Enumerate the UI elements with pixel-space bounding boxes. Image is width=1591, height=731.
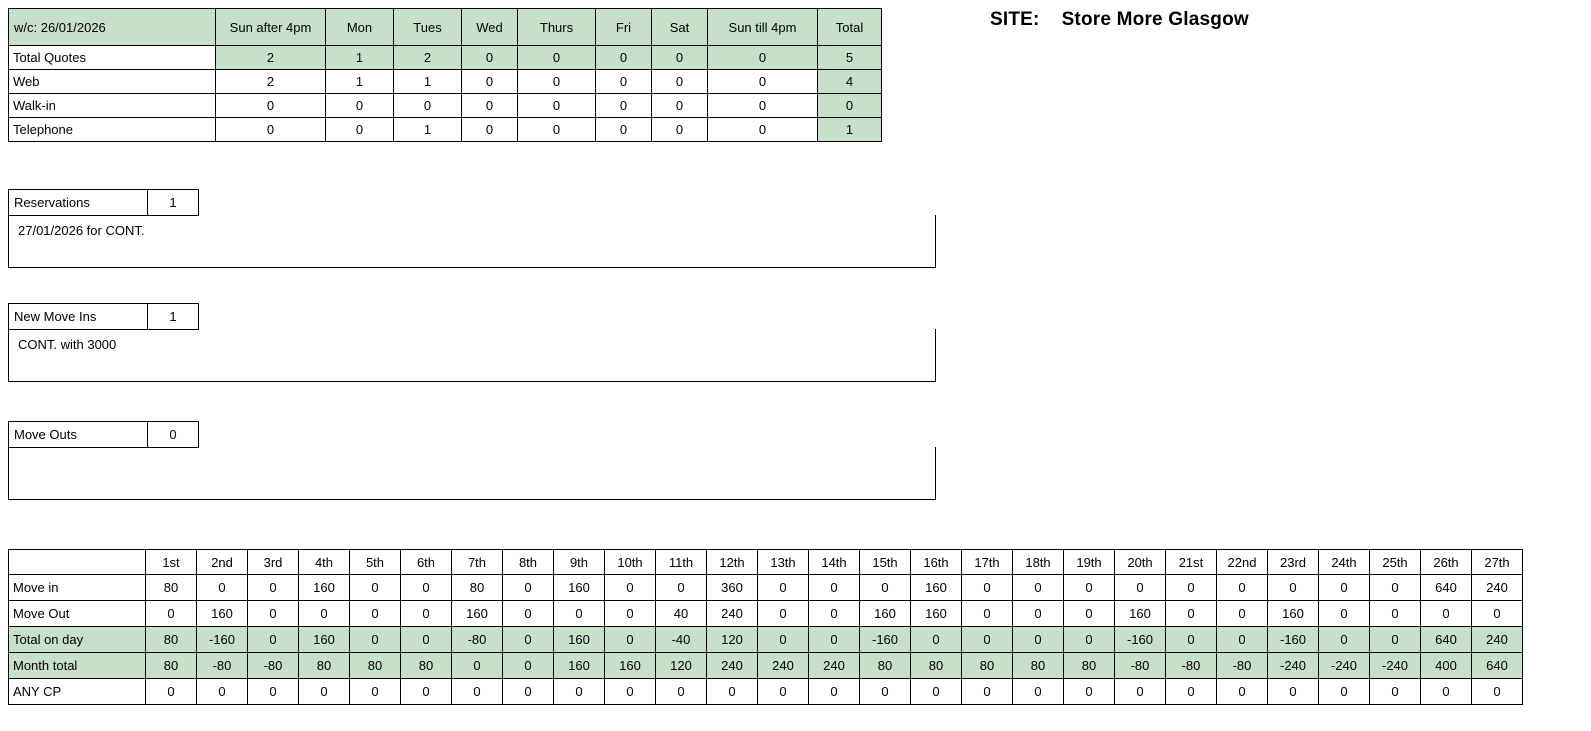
day-cell: 0 — [554, 601, 605, 627]
day-cell: 160 — [554, 627, 605, 653]
day-cell: 0 — [299, 601, 350, 627]
days-corner-cell — [9, 550, 146, 575]
day-cell: 0 — [1166, 679, 1217, 705]
day-column-header: 18th — [1013, 550, 1064, 575]
day-cell: 0 — [1064, 601, 1115, 627]
table-row — [9, 653, 1523, 679]
reservations-label: Reservations — [9, 190, 148, 216]
cell-total-quotes-sun-till: 0 — [708, 46, 818, 70]
day-cell: 160 — [554, 653, 605, 679]
day-cell: 0 — [503, 575, 554, 601]
day-cell: 0 — [605, 575, 656, 601]
day-cell: 240 — [1472, 575, 1523, 601]
day-cell: -240 — [1268, 653, 1319, 679]
cell-total-quotes-sun-after: 2 — [216, 46, 326, 70]
day-cell: 0 — [146, 601, 197, 627]
day-column-header: 19th — [1064, 550, 1115, 575]
reservations-detail: 27/01/2026 for CONT. — [8, 215, 936, 268]
cell-web-sat: 0 — [652, 70, 708, 94]
day-cell: -240 — [1319, 653, 1370, 679]
table-row — [9, 118, 882, 142]
cell-total-quotes-total: 5 — [818, 46, 882, 70]
day-cell: 0 — [197, 575, 248, 601]
day-cell: 80 — [1064, 653, 1115, 679]
day-column-header: 2nd — [197, 550, 248, 575]
day-cell: 80 — [146, 627, 197, 653]
day-cell: 0 — [1319, 679, 1370, 705]
day-cell: -80 — [248, 653, 299, 679]
day-cell: 80 — [350, 653, 401, 679]
day-cell: 0 — [401, 601, 452, 627]
table-row — [9, 190, 199, 216]
day-cell: 0 — [758, 601, 809, 627]
day-cell: 640 — [1472, 653, 1523, 679]
day-cell: 0 — [809, 679, 860, 705]
day-cell: 240 — [758, 653, 809, 679]
quotes-summary-block — [8, 8, 882, 142]
day-cell: 80 — [146, 575, 197, 601]
cell-telephone-wed: 0 — [462, 118, 518, 142]
day-column-header: 27th — [1472, 550, 1523, 575]
day-cell: 0 — [401, 627, 452, 653]
cell-web-total: 4 — [818, 70, 882, 94]
day-cell: 0 — [605, 601, 656, 627]
day-cell: 0 — [809, 575, 860, 601]
day-cell: 160 — [860, 601, 911, 627]
cell-walkin-sat: 0 — [652, 94, 708, 118]
day-cell: 0 — [1370, 575, 1421, 601]
day-cell: 160 — [911, 601, 962, 627]
table-row — [9, 304, 199, 330]
day-cell: 0 — [911, 679, 962, 705]
week-commencing-label: w/c: 26/01/2026 — [9, 9, 216, 46]
cell-web-wed: 0 — [462, 70, 518, 94]
day-cell: 0 — [605, 679, 656, 705]
day-cell: 0 — [1217, 627, 1268, 653]
day-cell: 0 — [860, 679, 911, 705]
cell-total-quotes-fri: 0 — [596, 46, 652, 70]
row-label-web: Web — [9, 70, 216, 94]
cell-walkin-sun-after: 0 — [216, 94, 326, 118]
day-cell: 0 — [656, 575, 707, 601]
day-cell: 240 — [1472, 627, 1523, 653]
quotes-table — [8, 8, 882, 142]
day-cell: 0 — [299, 679, 350, 705]
day-cell: 640 — [1421, 575, 1472, 601]
new-move-ins-detail: CONT. with 3000 — [8, 329, 936, 382]
cell-telephone-mon: 0 — [326, 118, 394, 142]
day-cell: 80 — [860, 653, 911, 679]
day-cell: 400 — [1421, 653, 1472, 679]
day-column-header: 23rd — [1268, 550, 1319, 575]
day-cell: 0 — [758, 679, 809, 705]
day-cell: 0 — [350, 601, 401, 627]
day-cell: 0 — [248, 601, 299, 627]
day-column-header: 15th — [860, 550, 911, 575]
cell-total-quotes-tues: 2 — [394, 46, 462, 70]
day-cell: 0 — [1013, 575, 1064, 601]
cell-telephone-sun-after: 0 — [216, 118, 326, 142]
table-row — [9, 679, 1523, 705]
cell-web-sun-after: 2 — [216, 70, 326, 94]
day-cell: -40 — [656, 627, 707, 653]
cell-telephone-thurs: 0 — [518, 118, 596, 142]
day-cell: 0 — [911, 627, 962, 653]
day-cell: 0 — [1370, 627, 1421, 653]
cell-walkin-tues: 0 — [394, 94, 462, 118]
day-row-label: Move in — [9, 575, 146, 601]
day-cell: 80 — [452, 575, 503, 601]
day-column-header: 12th — [707, 550, 758, 575]
day-column-header: 13th — [758, 550, 809, 575]
cell-total-quotes-thurs: 0 — [518, 46, 596, 70]
day-column-header: 4th — [299, 550, 350, 575]
day-cell: 0 — [1013, 627, 1064, 653]
day-cell: -80 — [1166, 653, 1217, 679]
day-cell: 0 — [656, 679, 707, 705]
move-outs-count: 0 — [148, 422, 199, 448]
cell-telephone-fri: 0 — [596, 118, 652, 142]
site-name: Store More Glasgow — [1061, 9, 1249, 30]
day-column-header: 10th — [605, 550, 656, 575]
day-cell: 80 — [146, 653, 197, 679]
cell-web-sun-till: 0 — [708, 70, 818, 94]
cell-walkin-total: 0 — [818, 94, 882, 118]
cell-total-quotes-wed: 0 — [462, 46, 518, 70]
day-cell: 0 — [962, 679, 1013, 705]
day-cell: 0 — [503, 653, 554, 679]
new-move-ins-label: New Move Ins — [9, 304, 148, 330]
cell-walkin-mon: 0 — [326, 94, 394, 118]
day-cell: 40 — [656, 601, 707, 627]
day-cell: 160 — [452, 601, 503, 627]
day-cell: -80 — [452, 627, 503, 653]
day-cell: -80 — [197, 653, 248, 679]
day-cell: 0 — [248, 679, 299, 705]
cell-telephone-tues: 1 — [394, 118, 462, 142]
day-cell: 160 — [197, 601, 248, 627]
table-row — [9, 70, 882, 94]
day-column-header: 16th — [911, 550, 962, 575]
site-key-label: SITE: — [990, 9, 1040, 30]
day-cell: 0 — [503, 601, 554, 627]
day-cell: 80 — [1013, 653, 1064, 679]
day-cell: 0 — [1115, 575, 1166, 601]
reservations-header-table — [8, 189, 199, 216]
cell-total-quotes-mon: 1 — [326, 46, 394, 70]
day-cell: 160 — [1268, 601, 1319, 627]
day-cell: 80 — [299, 653, 350, 679]
day-cell: 0 — [1217, 601, 1268, 627]
day-cell: 0 — [1472, 601, 1523, 627]
column-header-mon: Mon — [326, 9, 394, 46]
day-cell: 0 — [248, 627, 299, 653]
day-cell: 0 — [350, 575, 401, 601]
day-cell: 0 — [248, 575, 299, 601]
day-cell: -160 — [1268, 627, 1319, 653]
day-column-header: 26th — [1421, 550, 1472, 575]
daily-totals-header-row — [9, 550, 1523, 575]
day-cell: 0 — [809, 601, 860, 627]
day-column-header: 14th — [809, 550, 860, 575]
column-header-sat: Sat — [652, 9, 708, 46]
table-row — [9, 94, 882, 118]
table-row — [9, 575, 1523, 601]
day-cell: 0 — [197, 679, 248, 705]
day-cell: 0 — [1268, 679, 1319, 705]
move-outs-detail — [8, 447, 936, 500]
day-column-header: 3rd — [248, 550, 299, 575]
day-cell: -240 — [1370, 653, 1421, 679]
cell-telephone-sun-till: 0 — [708, 118, 818, 142]
day-cell: 0 — [758, 575, 809, 601]
new-move-ins-header-table — [8, 303, 199, 330]
day-column-header: 9th — [554, 550, 605, 575]
day-cell: 0 — [1064, 627, 1115, 653]
day-cell: -80 — [1115, 653, 1166, 679]
cell-web-fri: 0 — [596, 70, 652, 94]
reservations-block — [8, 189, 936, 268]
day-column-header: 17th — [962, 550, 1013, 575]
row-label-telephone: Telephone — [9, 118, 216, 142]
day-cell: 640 — [1421, 627, 1472, 653]
day-cell: 0 — [1064, 679, 1115, 705]
table-row — [9, 422, 199, 448]
day-column-header: 24th — [1319, 550, 1370, 575]
day-cell: 0 — [1013, 679, 1064, 705]
day-column-header: 11th — [656, 550, 707, 575]
day-cell: 0 — [1064, 575, 1115, 601]
day-cell: 240 — [707, 653, 758, 679]
day-cell: 0 — [1319, 575, 1370, 601]
day-column-header: 20th — [1115, 550, 1166, 575]
day-row-label: Total on day — [9, 627, 146, 653]
column-header-tues: Tues — [394, 9, 462, 46]
site-title — [990, 9, 1249, 31]
day-cell: 0 — [350, 679, 401, 705]
day-cell: 0 — [503, 627, 554, 653]
day-cell: 0 — [452, 679, 503, 705]
day-column-header: 22nd — [1217, 550, 1268, 575]
column-header-sun-after-4pm: Sun after 4pm — [216, 9, 326, 46]
day-cell: 80 — [962, 653, 1013, 679]
day-column-header: 21st — [1166, 550, 1217, 575]
day-cell: 0 — [962, 627, 1013, 653]
day-cell: 0 — [1268, 575, 1319, 601]
day-cell: 0 — [1166, 601, 1217, 627]
day-cell: 0 — [1421, 679, 1472, 705]
day-column-header: 8th — [503, 550, 554, 575]
cell-web-mon: 1 — [326, 70, 394, 94]
day-cell: 240 — [707, 601, 758, 627]
day-cell: 160 — [554, 575, 605, 601]
day-cell: 0 — [1217, 575, 1268, 601]
quotes-header-row — [9, 9, 882, 46]
day-cell: 0 — [1319, 601, 1370, 627]
cell-telephone-sat: 0 — [652, 118, 708, 142]
cell-walkin-wed: 0 — [462, 94, 518, 118]
table-row — [9, 46, 882, 70]
new-move-ins-block — [8, 303, 936, 382]
day-column-header: 25th — [1370, 550, 1421, 575]
column-header-sun-till-4pm: Sun till 4pm — [708, 9, 818, 46]
day-cell: 0 — [401, 575, 452, 601]
row-label-total-quotes: Total Quotes — [9, 46, 216, 70]
cell-walkin-sun-till: 0 — [708, 94, 818, 118]
day-cell: -160 — [197, 627, 248, 653]
day-cell: 0 — [809, 627, 860, 653]
day-cell: 120 — [707, 627, 758, 653]
day-cell: 160 — [911, 575, 962, 601]
day-cell: 0 — [1319, 627, 1370, 653]
day-cell: 0 — [146, 679, 197, 705]
cell-web-thurs: 0 — [518, 70, 596, 94]
day-cell: 0 — [1370, 601, 1421, 627]
column-header-total: Total — [818, 9, 882, 46]
day-column-header: 7th — [452, 550, 503, 575]
day-cell: -80 — [1217, 653, 1268, 679]
move-outs-label: Move Outs — [9, 422, 148, 448]
day-cell: 0 — [503, 679, 554, 705]
day-cell: -160 — [860, 627, 911, 653]
day-cell: 80 — [401, 653, 452, 679]
table-row — [9, 601, 1523, 627]
daily-totals-table — [8, 549, 1523, 705]
day-cell: 160 — [605, 653, 656, 679]
day-cell: 0 — [1166, 627, 1217, 653]
day-cell: 0 — [962, 575, 1013, 601]
reservations-count: 1 — [148, 190, 199, 216]
day-column-header: 6th — [401, 550, 452, 575]
day-cell: 160 — [299, 627, 350, 653]
day-cell: -160 — [1115, 627, 1166, 653]
day-row-label: Month total — [9, 653, 146, 679]
day-cell: 0 — [707, 679, 758, 705]
table-row — [9, 627, 1523, 653]
day-cell: 0 — [350, 627, 401, 653]
cell-walkin-fri: 0 — [596, 94, 652, 118]
day-cell: 0 — [1115, 679, 1166, 705]
new-move-ins-count: 1 — [148, 304, 199, 330]
day-cell: 240 — [809, 653, 860, 679]
day-column-header: 5th — [350, 550, 401, 575]
cell-telephone-total: 1 — [818, 118, 882, 142]
day-cell: 360 — [707, 575, 758, 601]
cell-total-quotes-sat: 0 — [652, 46, 708, 70]
column-header-thurs: Thurs — [518, 9, 596, 46]
row-label-walk-in: Walk-in — [9, 94, 216, 118]
day-cell: 160 — [299, 575, 350, 601]
day-cell: 0 — [452, 653, 503, 679]
day-cell: 0 — [758, 627, 809, 653]
column-header-wed: Wed — [462, 9, 518, 46]
daily-totals-block — [8, 549, 1523, 705]
day-column-header: 1st — [146, 550, 197, 575]
day-cell: 120 — [656, 653, 707, 679]
day-cell: 0 — [1013, 601, 1064, 627]
cell-web-tues: 1 — [394, 70, 462, 94]
day-row-label: Move Out — [9, 601, 146, 627]
day-cell: 0 — [1217, 679, 1268, 705]
day-cell: 0 — [1370, 679, 1421, 705]
day-cell: 0 — [962, 601, 1013, 627]
day-cell: 0 — [1472, 679, 1523, 705]
day-cell: 0 — [605, 627, 656, 653]
column-header-fri: Fri — [596, 9, 652, 46]
day-cell: 0 — [401, 679, 452, 705]
day-cell: 160 — [1115, 601, 1166, 627]
day-cell: 0 — [554, 679, 605, 705]
move-outs-header-table — [8, 421, 199, 448]
day-row-label: ANY CP — [9, 679, 146, 705]
day-cell: 0 — [1166, 575, 1217, 601]
day-cell: 0 — [860, 575, 911, 601]
move-outs-block — [8, 421, 936, 500]
cell-walkin-thurs: 0 — [518, 94, 596, 118]
day-cell: 80 — [911, 653, 962, 679]
day-cell: 0 — [1421, 601, 1472, 627]
